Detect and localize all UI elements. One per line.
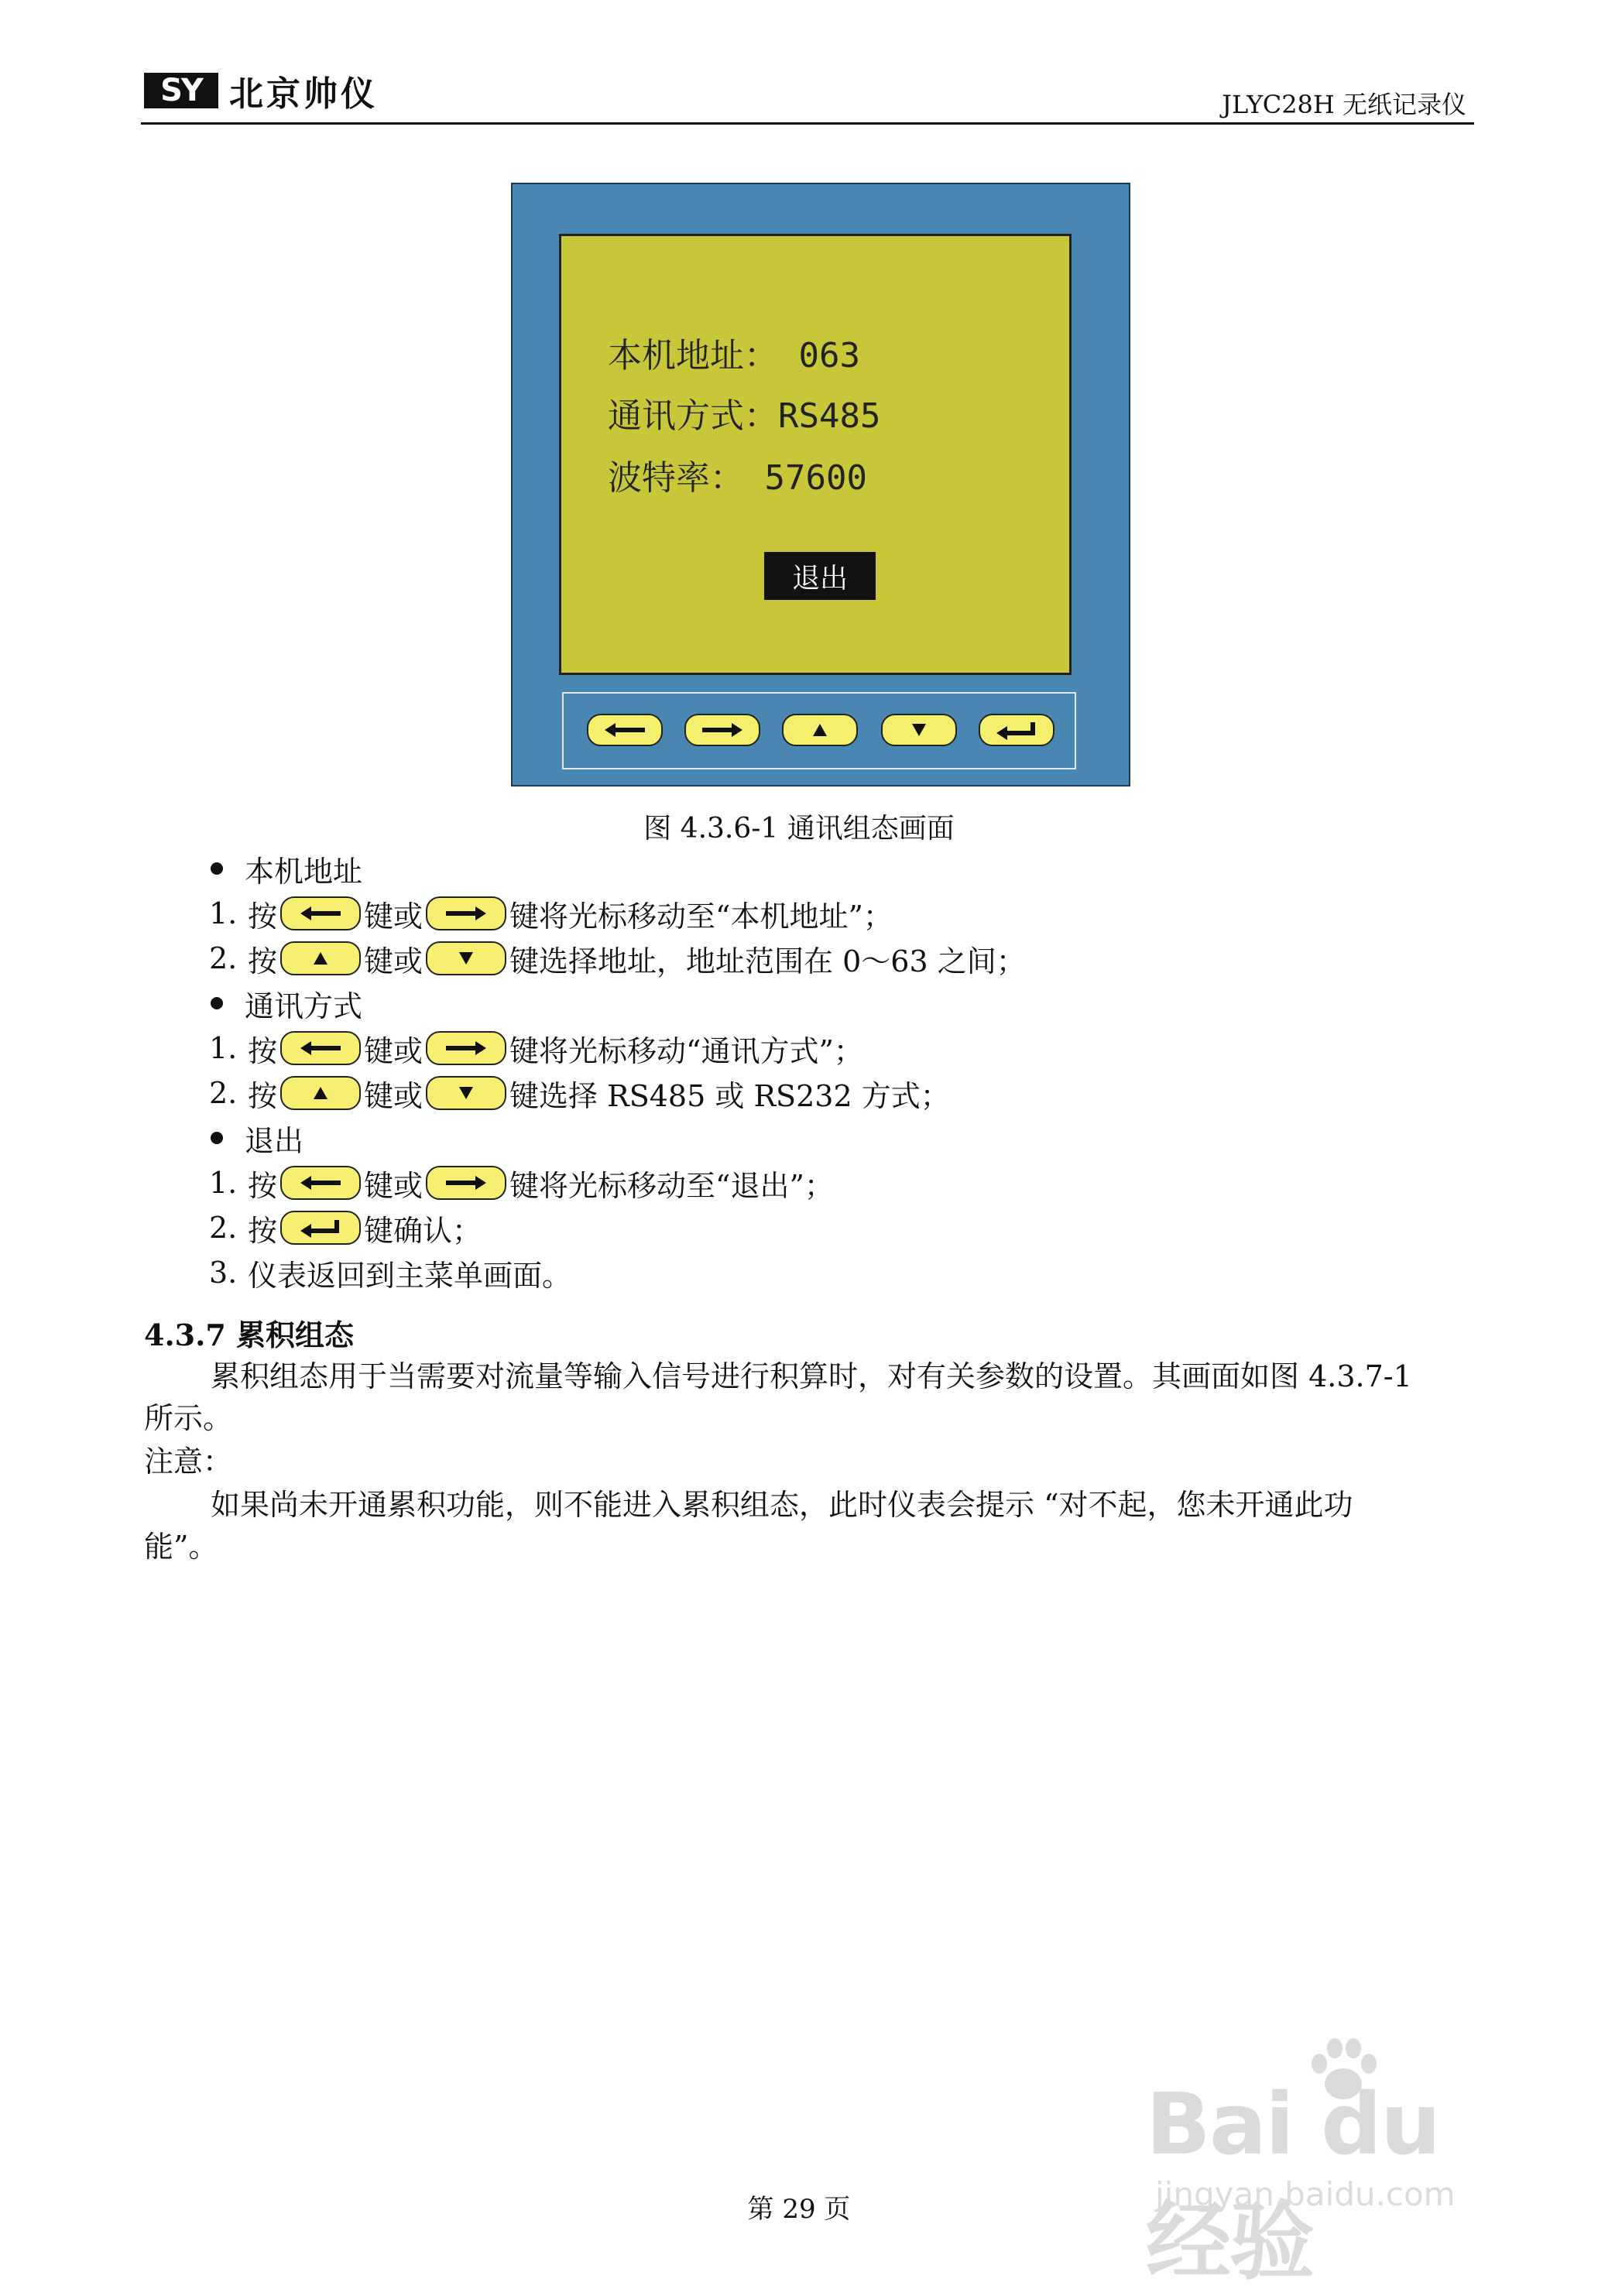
step-number: 2.	[209, 1211, 238, 1245]
company-logo	[144, 71, 378, 114]
bullet-label: 退出	[245, 1123, 304, 1158]
enter-key-icon	[280, 1211, 361, 1245]
step-text: 仪表返回到主菜单画面。	[248, 1258, 572, 1293]
step-number: 1.	[209, 896, 238, 930]
device-figure	[511, 183, 1130, 786]
device-screen	[559, 234, 1072, 675]
bullet-exit	[211, 1118, 303, 1158]
step-text: 按	[248, 1033, 278, 1068]
step-text: 按	[248, 1078, 278, 1113]
up-triangle-key-icon	[782, 714, 858, 746]
step-text: 键选择地址，地址范围在 0～63 之间；	[509, 944, 1026, 978]
down-triangle-key-icon	[426, 941, 506, 975]
right-arrow-key-icon	[684, 714, 760, 746]
up-triangle-key-icon	[280, 1076, 361, 1110]
paragraph-line: 如果尚未开通累积功能，则不能进入累积组态，此时仪表会提示 “对不起，您未开通此功	[211, 1488, 1353, 1522]
logo-mark: SY	[144, 73, 218, 108]
instruction-line	[209, 1073, 950, 1113]
header-divider	[141, 122, 1474, 125]
step-text: 按	[248, 1168, 278, 1203]
note-label: 注意：	[144, 1444, 233, 1479]
bullet-label: 通讯方式	[245, 989, 363, 1023]
step-text: 键或	[364, 899, 424, 934]
enter-key-icon	[979, 714, 1054, 746]
instruction-line	[209, 1253, 571, 1293]
screen-address-line: 本机地址： 063	[608, 336, 860, 375]
step-number: 3.	[209, 1256, 238, 1290]
left-arrow-key-icon	[587, 714, 663, 746]
bullet-dot-icon	[211, 997, 223, 1009]
paragraph-line: 累积组态用于当需要对流量等输入信号进行积算时，对有关参数的设置。其画面如图 4.3.7-1	[211, 1359, 1412, 1393]
step-text: 按	[248, 1213, 278, 1248]
instruction-line	[209, 893, 893, 934]
paragraph-line: 能”。	[144, 1530, 218, 1564]
step-text: 键将光标移动至“退出”；	[509, 1168, 834, 1203]
device-keypad	[562, 692, 1076, 769]
left-arrow-key-icon	[280, 896, 361, 930]
left-arrow-key-icon	[280, 1166, 361, 1200]
step-text: 键将光标移动至“本机地址”；	[509, 899, 893, 934]
instruction-line	[209, 1208, 482, 1248]
step-text: 键或	[364, 1033, 424, 1068]
right-arrow-key-icon	[426, 1166, 506, 1200]
step-text: 按	[248, 944, 278, 978]
step-text: 键或	[364, 1168, 424, 1203]
bullet-address	[211, 848, 362, 889]
down-triangle-key-icon	[881, 714, 957, 746]
bullet-comm-mode	[211, 983, 362, 1023]
step-number: 1.	[209, 1031, 238, 1065]
bullet-dot-icon	[211, 862, 223, 875]
step-text: 键选择 RS485 或 RS232 方式；	[509, 1078, 950, 1113]
instruction-line	[209, 1163, 834, 1203]
page-number: 第 29 页	[747, 2194, 851, 2225]
screen-comm-line: 通讯方式：RS485	[608, 396, 881, 436]
instruction-line	[209, 1028, 863, 1068]
company-name: 北京帅仪	[229, 74, 378, 114]
watermark-url: jingyan.baidu.com	[1155, 2175, 1456, 2213]
step-text: 键或	[364, 1078, 424, 1113]
step-text: 键或	[364, 944, 424, 978]
bullet-dot-icon	[211, 1132, 223, 1144]
step-text: 按	[248, 899, 278, 934]
step-number: 1.	[209, 1166, 238, 1200]
screen-exit-button: 退出	[764, 552, 876, 600]
bullet-label: 本机地址	[245, 854, 363, 889]
up-triangle-key-icon	[280, 941, 361, 975]
instruction-line	[209, 938, 1026, 978]
watermark-text: Bai du 经验	[1146, 2075, 1440, 2291]
header-title: JLYC28H 无纸记录仪	[1222, 90, 1466, 119]
left-arrow-key-icon	[280, 1031, 361, 1065]
paragraph-line: 所示。	[144, 1401, 233, 1435]
right-arrow-key-icon	[426, 1031, 506, 1065]
right-arrow-key-icon	[426, 896, 506, 930]
section-heading: 4.3.7 累积组态	[144, 1318, 355, 1352]
step-number: 2.	[209, 1076, 238, 1110]
step-number: 2.	[209, 941, 238, 975]
figure-caption: 图 4.3.6-1 通讯组态画面	[643, 813, 955, 845]
step-text: 键确认；	[364, 1213, 482, 1248]
baidu-watermark	[1146, 2028, 1517, 2291]
screen-baud-line: 波特率： 57600	[608, 458, 867, 498]
step-text: 键将光标移动“通讯方式”；	[509, 1033, 863, 1068]
down-triangle-key-icon	[426, 1076, 506, 1110]
